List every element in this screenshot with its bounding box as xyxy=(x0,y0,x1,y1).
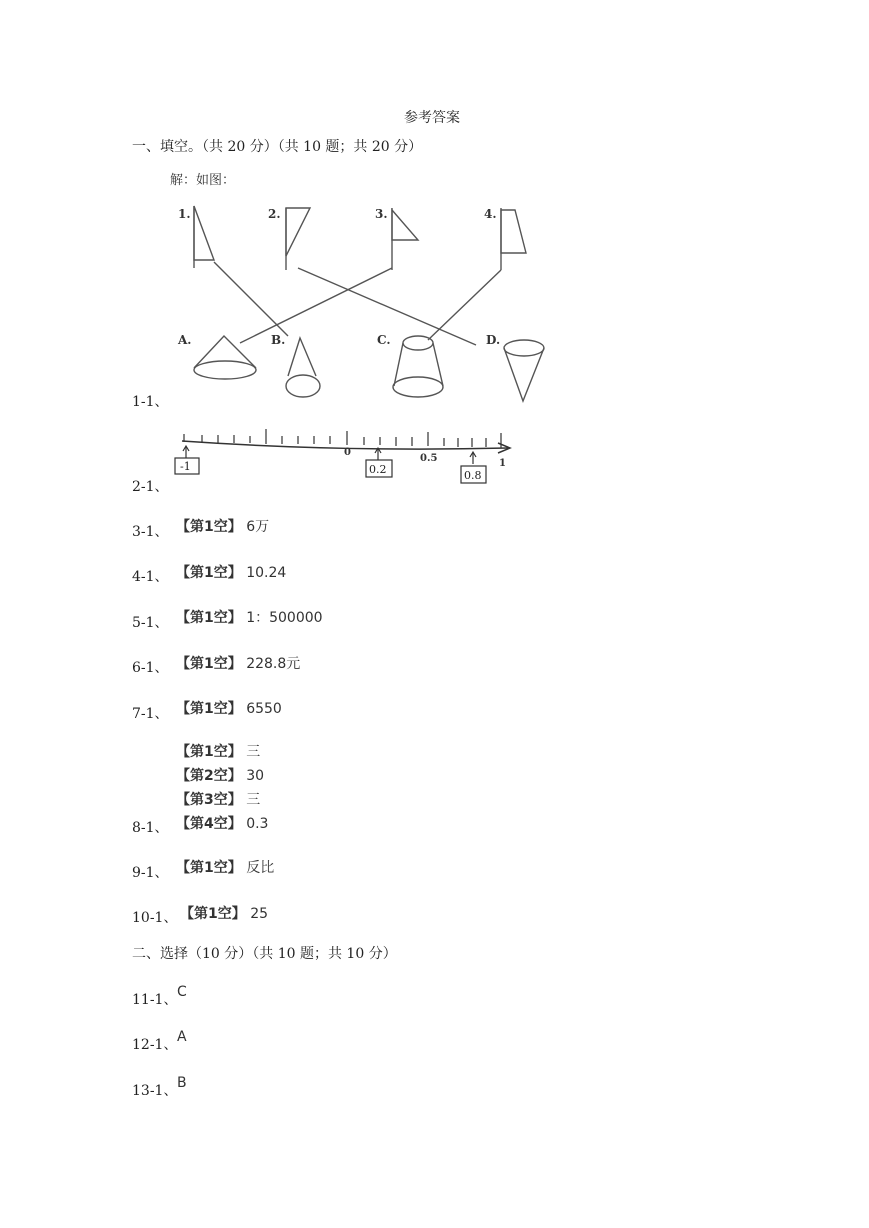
q8-tag-4: 【第4空】 xyxy=(176,816,242,832)
q8-value-2: 30 xyxy=(246,768,265,784)
q12-value: A xyxy=(177,1029,187,1045)
box-label-0-8: 0.8 xyxy=(464,469,482,482)
frustum-c-top xyxy=(403,336,433,350)
q9-answer xyxy=(176,857,274,877)
section-1-heading: 一、填空。（共 20 分）（共 10 题；共 20 分） xyxy=(132,139,423,155)
q4-value: 10.24 xyxy=(246,565,287,581)
cone-a-base xyxy=(194,361,256,379)
tick-label-0-5: 0.5 xyxy=(420,453,438,464)
solid-label-b: B. xyxy=(271,333,286,347)
q6-value: 228.8元 xyxy=(246,656,301,672)
flag-label-2: 2. xyxy=(268,207,281,221)
q9-tag: 【第1空】 xyxy=(176,860,242,876)
flag-2-shape xyxy=(286,208,310,256)
q5-tag: 【第1空】 xyxy=(176,610,242,626)
q10-answer xyxy=(180,903,268,923)
q8-value-4: 0.3 xyxy=(246,816,269,832)
flag-label-1: 1. xyxy=(178,207,191,221)
flag-label-4: 4. xyxy=(484,207,497,221)
cone-d-top xyxy=(504,340,544,356)
q11-label: 11-1、 xyxy=(132,992,178,1008)
q10-label: 10-1、 xyxy=(132,910,178,926)
q7-label: 7-1、 xyxy=(132,706,169,722)
box-label-0-2: 0.2 xyxy=(369,463,387,476)
q8-answer-1 xyxy=(176,741,260,761)
page-title: 参考答案 xyxy=(404,110,460,126)
frustum-c-base xyxy=(393,377,443,397)
q3-label: 3-1、 xyxy=(132,524,169,540)
solid-label-a: A. xyxy=(178,333,192,347)
q4-answer xyxy=(176,562,286,582)
flag-3-shape xyxy=(392,210,418,240)
flag-label-3: 3. xyxy=(375,207,388,221)
q8-value-3: 三 xyxy=(246,792,261,808)
q6-label: 6-1、 xyxy=(132,660,169,676)
q10-tag: 【第1空】 xyxy=(180,906,246,922)
q7-value: 6550 xyxy=(246,701,282,717)
q7-answer xyxy=(176,698,282,718)
flag-4-shape xyxy=(501,210,526,253)
q6-answer xyxy=(176,653,300,673)
cone-b xyxy=(288,338,316,376)
q5-value: 1：500000 xyxy=(246,610,323,626)
q7-tag: 【第1空】 xyxy=(176,701,242,717)
q3-value: 6万 xyxy=(246,519,270,535)
q1-matching-figure xyxy=(170,198,560,408)
q10-value: 25 xyxy=(250,906,269,922)
cone-b-base xyxy=(286,375,320,397)
q1-label: 1-1、 xyxy=(132,394,169,410)
section-2-heading: 二、选择（10 分）（共 10 题；共 10 分） xyxy=(132,946,397,962)
solid-label-d: D. xyxy=(486,333,501,347)
q2-number-line xyxy=(170,424,530,490)
q13-label: 13-1、 xyxy=(132,1083,178,1099)
q8-answer-2 xyxy=(176,765,264,785)
q6-tag: 【第1空】 xyxy=(176,656,242,672)
match-line-4-C xyxy=(428,270,501,340)
q13-value: B xyxy=(177,1075,187,1091)
q8-tag-1: 【第1空】 xyxy=(176,744,242,760)
q11-value: C xyxy=(177,984,187,1000)
q3-tag: 【第1空】 xyxy=(176,519,242,535)
q5-answer xyxy=(176,607,323,627)
tick-label-1: 1 xyxy=(499,458,506,469)
q1-note: 解：如图： xyxy=(170,173,236,188)
q8-answer-4 xyxy=(176,813,268,833)
solid-label-c: C. xyxy=(377,333,391,347)
q9-label: 9-1、 xyxy=(132,865,169,881)
q2-label: 2-1、 xyxy=(132,479,169,495)
q4-tag: 【第1空】 xyxy=(176,565,242,581)
box-label-neg-1: -1 xyxy=(180,460,191,473)
q8-label: 8-1、 xyxy=(132,820,169,836)
q8-value-1: 三 xyxy=(246,744,261,760)
q9-value: 反比 xyxy=(246,860,275,876)
q8-answer-3 xyxy=(176,789,260,809)
flag-1-shape xyxy=(194,206,214,260)
match-line-3-A xyxy=(240,268,392,343)
q5-label: 5-1、 xyxy=(132,615,169,631)
q8-tag-3: 【第3空】 xyxy=(176,792,242,808)
q8-tag-2: 【第2空】 xyxy=(176,768,242,784)
tick-label-0: 0 xyxy=(344,447,351,458)
q12-label: 12-1、 xyxy=(132,1037,178,1053)
q3-answer xyxy=(176,516,269,536)
q4-label: 4-1、 xyxy=(132,569,169,585)
